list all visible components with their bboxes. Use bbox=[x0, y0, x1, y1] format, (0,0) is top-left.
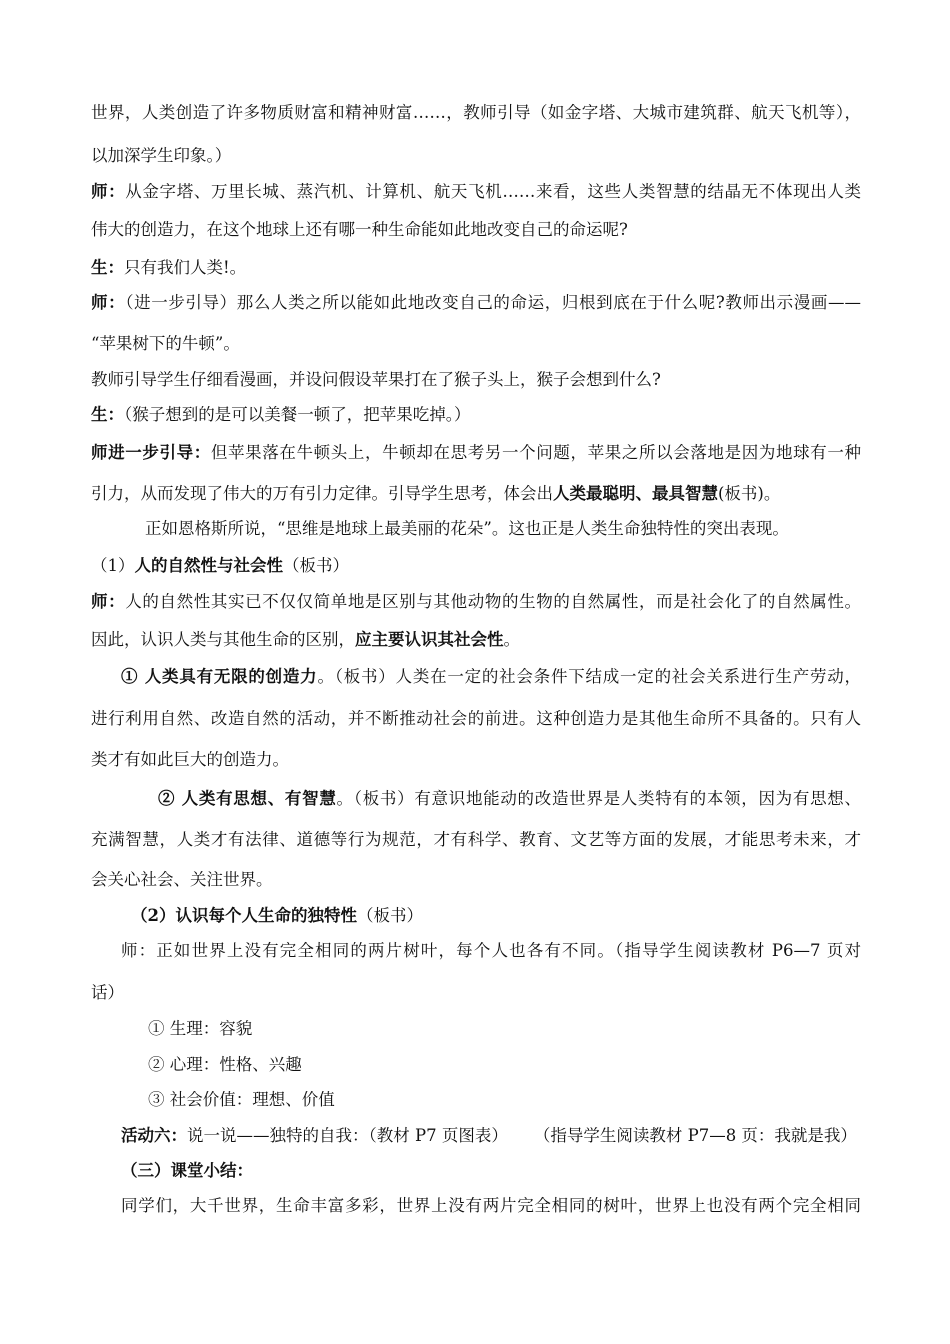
paragraph-line: 引力，从而发现了伟大的万有引力定律。引导学生思考，体会出人类最聪明、最具智慧(板书)。 bbox=[91, 484, 781, 503]
activity-label: 活动六： bbox=[121, 1126, 187, 1145]
paragraph-line: 同学们，大千世界，生命丰富多彩，世界上没有两片完全相同的树叶，世界上也没有两个完全相同 bbox=[121, 1196, 861, 1215]
paragraph-line: 教师引导学生仔细看漫画，并设问假设苹果打在了猴子头上，猴子会想到什么? bbox=[91, 370, 661, 389]
paragraph-line: 师：从金字塔、万里长城、蒸汽机、计算机、航天飞机……来看，这些人类智慧的结晶无不体现出人类 bbox=[91, 182, 862, 201]
paragraph-line: 话） bbox=[91, 983, 124, 1002]
paragraph-line: 因此，认识人类与其他生命的区别，应主要认识其社会性。 bbox=[91, 630, 520, 649]
paragraph-line: ① 人类具有无限的创造力。（板书）人类在一定的社会条件下结成一定的社会关系进行生产劳动， bbox=[121, 667, 862, 686]
paragraph-line: 生：只有我们人类!。 bbox=[91, 258, 247, 277]
speaker-label: 生： bbox=[91, 405, 124, 424]
paragraph-line: “苹果树下的牛顿”。 bbox=[91, 334, 240, 353]
paragraph-line: 生：（猴子想到的是可以美餐一顿了，把苹果吃掉。） bbox=[91, 405, 471, 424]
point-heading: ② 人类有思想、有智慧 bbox=[158, 789, 337, 808]
paragraph-line: 以加深学生印象。） bbox=[91, 146, 232, 165]
emphasis-text: 应主要认识其社会性 bbox=[355, 630, 504, 649]
activity-line: 活动六：说一说——独特的自我：（教材 P7 页图表） （指导学生阅读教材 P7—8 页：我就是我） bbox=[121, 1126, 857, 1145]
paragraph-line: 正如恩格斯所说，“思维是地球上最美丽的花朵”。这也正是人类生命独特性的突出表现。 bbox=[145, 519, 789, 538]
paragraph-line: 师进一步引导：但苹果落在牛顿头上，牛顿却在思考另一个问题，苹果之所以会落地是因为地球有一种 bbox=[91, 443, 861, 462]
speaker-label: 生： bbox=[91, 258, 124, 277]
section-heading: （三）课堂小结： bbox=[121, 1161, 253, 1180]
list-item: ③ 社会价值：理想、价值 bbox=[148, 1090, 335, 1109]
section-heading: （2）认识每个人生命的独特性（板书） bbox=[131, 906, 423, 925]
paragraph-line: 会关心社会、关注世界。 bbox=[91, 870, 273, 889]
list-item: ① 生理：容貌 bbox=[148, 1019, 253, 1038]
paragraph-line: 师：人的自然性其实已不仅仅简单地是区别与其他动物的生物的自然属性，而是社会化了的自然属性。 bbox=[91, 592, 861, 611]
paragraph-line: 充满智慧，人类才有法律、道德等行为规范，才有科学、教育、文艺等方面的发展，才能思考未来，才 bbox=[91, 830, 861, 849]
paragraph-line: 世界，人类创造了许多物质财富和精神财富……，教师引导（如金字塔、大城市建筑群、航天飞机等）， bbox=[91, 103, 861, 122]
paragraph-line: 师：（进一步引导）那么人类之所以能如此地改变自己的命运，归根到底在于什么呢?教师出示漫画—— bbox=[91, 293, 861, 312]
list-item: ② 心理：性格、兴趣 bbox=[148, 1055, 302, 1074]
emphasis-text: 人类最聪明、最具智慧 bbox=[553, 484, 718, 503]
paragraph-line: 进行利用自然、改造自然的活动，并不断推动社会的前进。这种创造力是其他生命所不具备的。只有人 bbox=[91, 709, 861, 728]
speaker-label: 师： bbox=[91, 182, 126, 201]
speaker-label: 师进一步引导： bbox=[91, 443, 211, 462]
speaker-label: 师： bbox=[91, 592, 126, 611]
paragraph-line: 师：正如世界上没有完全相同的两片树叶，每个人也各有不同。（指导学生阅读教材 P6—7 页对 bbox=[121, 941, 861, 960]
paragraph-line: ② 人类有思想、有智慧。（板书）有意识地能动的改造世界是人类特有的本领，因为有思想、 bbox=[158, 789, 862, 808]
paragraph-line: 伟大的创造力，在这个地球上还有哪一种生命能如此地改变自己的命运呢? bbox=[91, 220, 628, 239]
speaker-label: 师： bbox=[91, 293, 126, 312]
section-heading: （1）人的自然性与社会性（板书） bbox=[91, 556, 349, 575]
point-heading: ① 人类具有无限的创造力 bbox=[121, 667, 318, 686]
paragraph-line: 类才有如此巨大的创造力。 bbox=[91, 750, 289, 769]
